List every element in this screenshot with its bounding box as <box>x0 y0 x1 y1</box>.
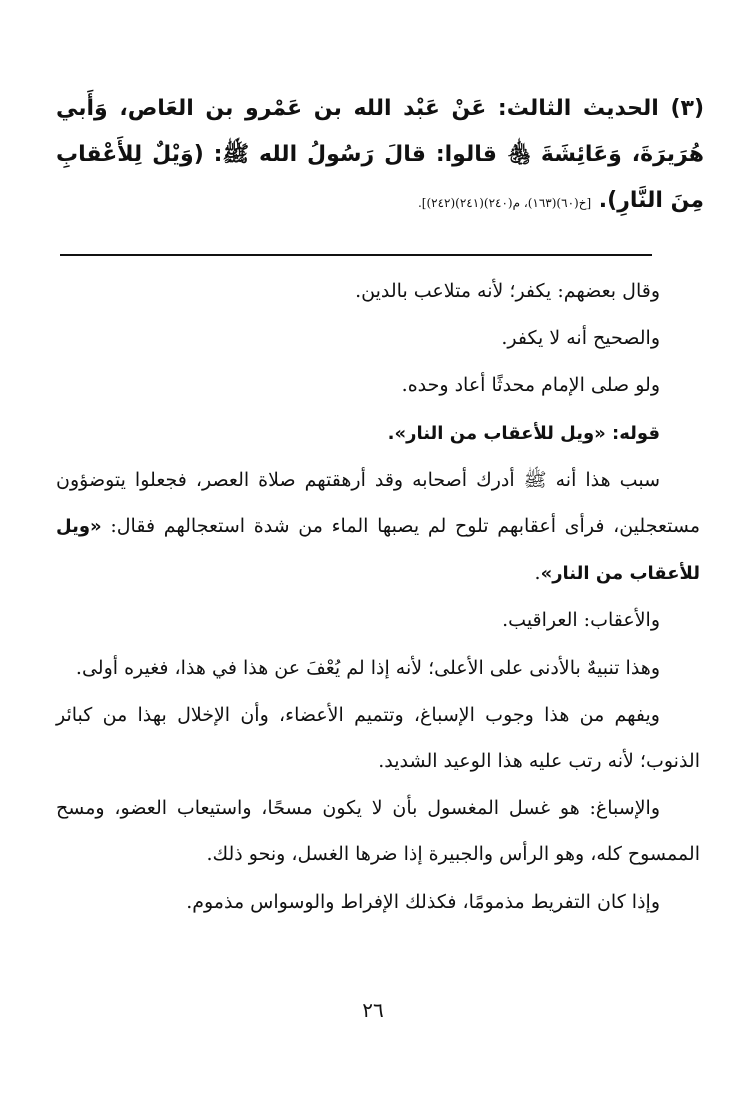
paragraph: وقال بعضهم: يكفر؛ لأنه متلاعب بالدين. <box>355 280 660 302</box>
paragraph: ويفهم من هذا وجوب الإسباغ، وتتميم الأعضاء، وأن الإخلال بهذا من كبائر الذنوب؛ لأنه رتب عليه هذا الوعيد الشديد. <box>56 703 700 773</box>
paragraph: والأعقاب: العراقيب. <box>502 609 660 632</box>
commentary-section <box>56 268 700 926</box>
paragraph: وإذا كان التفريط مذمومًا، فكذلك الإفراط والوسواس مذموم. <box>186 890 660 913</box>
paragraph: والإسباغ: هو غسل المغسول بأن لا يكون مسحًا، واستيعاب العضو، ومسح الممسوح كله، وهو الرأس والجبيرة إذا ضرها الغسل، ونحو ذلك. <box>56 797 700 866</box>
footnote-divider <box>60 254 652 256</box>
paragraph: وهذا تنبيهٌ بالأدنى على الأعلى؛ لأنه إذا لم يُعْفَ عن هذا في هذا، فغيره أولى. <box>75 656 660 679</box>
page-number: ٢٦ <box>362 998 384 1022</box>
paragraph: ولو صلى الإمام محدثًا أعاد وحده. <box>401 374 660 397</box>
hadith-body: (٣) الحديث الثالث: عَنْ عَبْد الله بن عَمْرو بن العَاص، وَأَبي هُرَيرَةَ، وَعَائِشَةَ ﵃ قالوا: قالَ رَسُولُ الله ﷺ: (وَيْلٌ لِلأَعْقابِ مِنَ النَّارِ). <box>56 96 704 213</box>
hadith-text <box>56 86 704 226</box>
hadith-reference: [خ(٦٠)(١٦٣)، م(٢٤٠)(٢٤١)(٢٤٢)]. <box>417 196 592 210</box>
paragraph: سبب هذا أنه ﷺ أدرك أصحابه وقد أرهقتهم صلاة العصر، فجعلوا يتوضؤون مستعجلين، فرأى أعقابهم تلوح لم يصبها الماء من شدة استعجالهم فقال: «ويل للأعقاب من النار». <box>56 468 700 585</box>
paragraph-heading: قوله: «ويل للأعقاب من النار». <box>387 422 660 444</box>
paragraph: والصحيح أنه لا يكفر. <box>501 327 660 350</box>
